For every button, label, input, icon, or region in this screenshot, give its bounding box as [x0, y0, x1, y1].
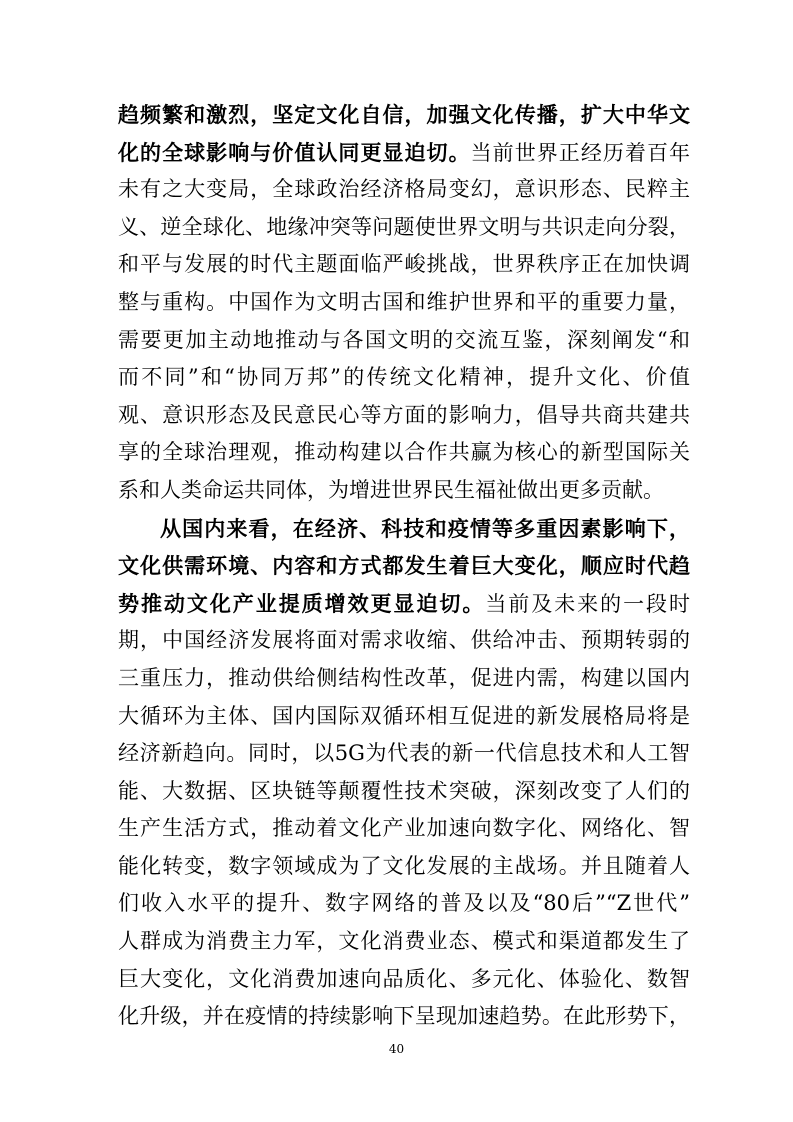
paragraph-2-line-3	[118, 585, 690, 623]
paragraph-1-line-11: 系和人类命运共同体，为增进世界民生福祉做出更多贡献。	[118, 477, 664, 502]
paragraph-1-line-5: 和平与发展的时代主题面临严峻挑战，世界秩序正在加快调	[118, 252, 690, 277]
paragraph-2-line-5: 三重压力，推动供给侧结构性改革，促进内需，构建以国内	[118, 665, 690, 690]
paragraph-2-line-6: 大循环为主体、国内国际双循环相互促进的新发展格局将是	[118, 703, 690, 728]
paragraph-2-line-12: 人群成为消费主力军，文化消费业态、模式和渠道都发生了	[118, 929, 690, 954]
paragraph-1-line-2	[118, 134, 690, 172]
paragraph-2	[118, 510, 690, 1036]
paragraph-2-line-8: 能、大数据、区块链等颠覆性技术突破，深刻改变了人们的	[118, 778, 690, 803]
paragraph-1-line-10: 享的全球治理观，推动构建以合作共赢为核心的新型国际关	[118, 440, 690, 465]
paragraph-2-line-11: 们收入水平的提升、数字网络的普及以及“80后”“Z世代”	[118, 891, 690, 916]
paragraph-1-line-9: 观、意识形态及民意民心等方面的影响力，倡导共商共建共	[118, 402, 690, 427]
paragraph-2-line-10: 能化转变，数字领域成为了文化发展的主战场。并且随着人	[118, 853, 690, 878]
paragraph-1-line-6: 整与重构。中国作为文明古国和维护世界和平的重要力量，	[118, 289, 690, 314]
paragraph-2-line-1: 从国内来看，在经济、科技和疫情等多重因素影响下，	[160, 515, 690, 541]
paragraph-1-line-3: 未有之大变局，全球政治经济格局变幻，意识形态、民粹主	[118, 177, 690, 202]
paragraph-2-line-4: 期，中国经济发展将面对需求收缩、供给冲击、预期转弱的	[118, 628, 690, 653]
bold-sentence: 势推动文化产业提质增效更显迫切。	[118, 590, 486, 616]
paragraph-1	[118, 96, 690, 510]
paragraph-2-line-7: 经济新趋向。同时，以5G为代表的新一代信息技术和人工智	[118, 741, 690, 766]
paragraph-1-line-7: 需要更加主动地推动与各国文明的交流互鉴，深刻阐发“和	[118, 327, 690, 352]
paragraph-1-line-1: 趋频繁和激烈，坚定文化自信，加强文化传播，扩大中华文	[118, 102, 690, 127]
normal-text: 当前世界正经历着百年	[470, 140, 690, 165]
normal-text: 当前及未来的一段时	[485, 591, 690, 616]
paragraph-2-line-14: 化升级，并在疫情的持续影响下呈现加速趋势。在此形势下，	[118, 1004, 690, 1029]
paragraph-2-line-9: 生产生活方式，推动着文化产业加速向数字化、网络化、智	[118, 816, 690, 841]
paragraph-1-line-8: 而不同”和“协同万邦”的传统文化精神，提升文化、价值	[118, 365, 690, 390]
paragraph-2-line-13: 巨大变化，文化消费加速向品质化、多元化、体验化、数智	[118, 966, 690, 991]
body-text	[118, 96, 690, 1036]
page-number: 40	[388, 1042, 405, 1056]
bold-sentence: 化的全球影响与价值认同更显迫切。	[118, 139, 471, 165]
paragraph-2-line-2: 文化供需环境、内容和方式都发生着巨大变化，顺应时代趋	[118, 553, 690, 579]
paragraph-1-line-4: 义、逆全球化、地缘冲突等问题使世界文明与共识走向分裂，	[118, 214, 690, 239]
